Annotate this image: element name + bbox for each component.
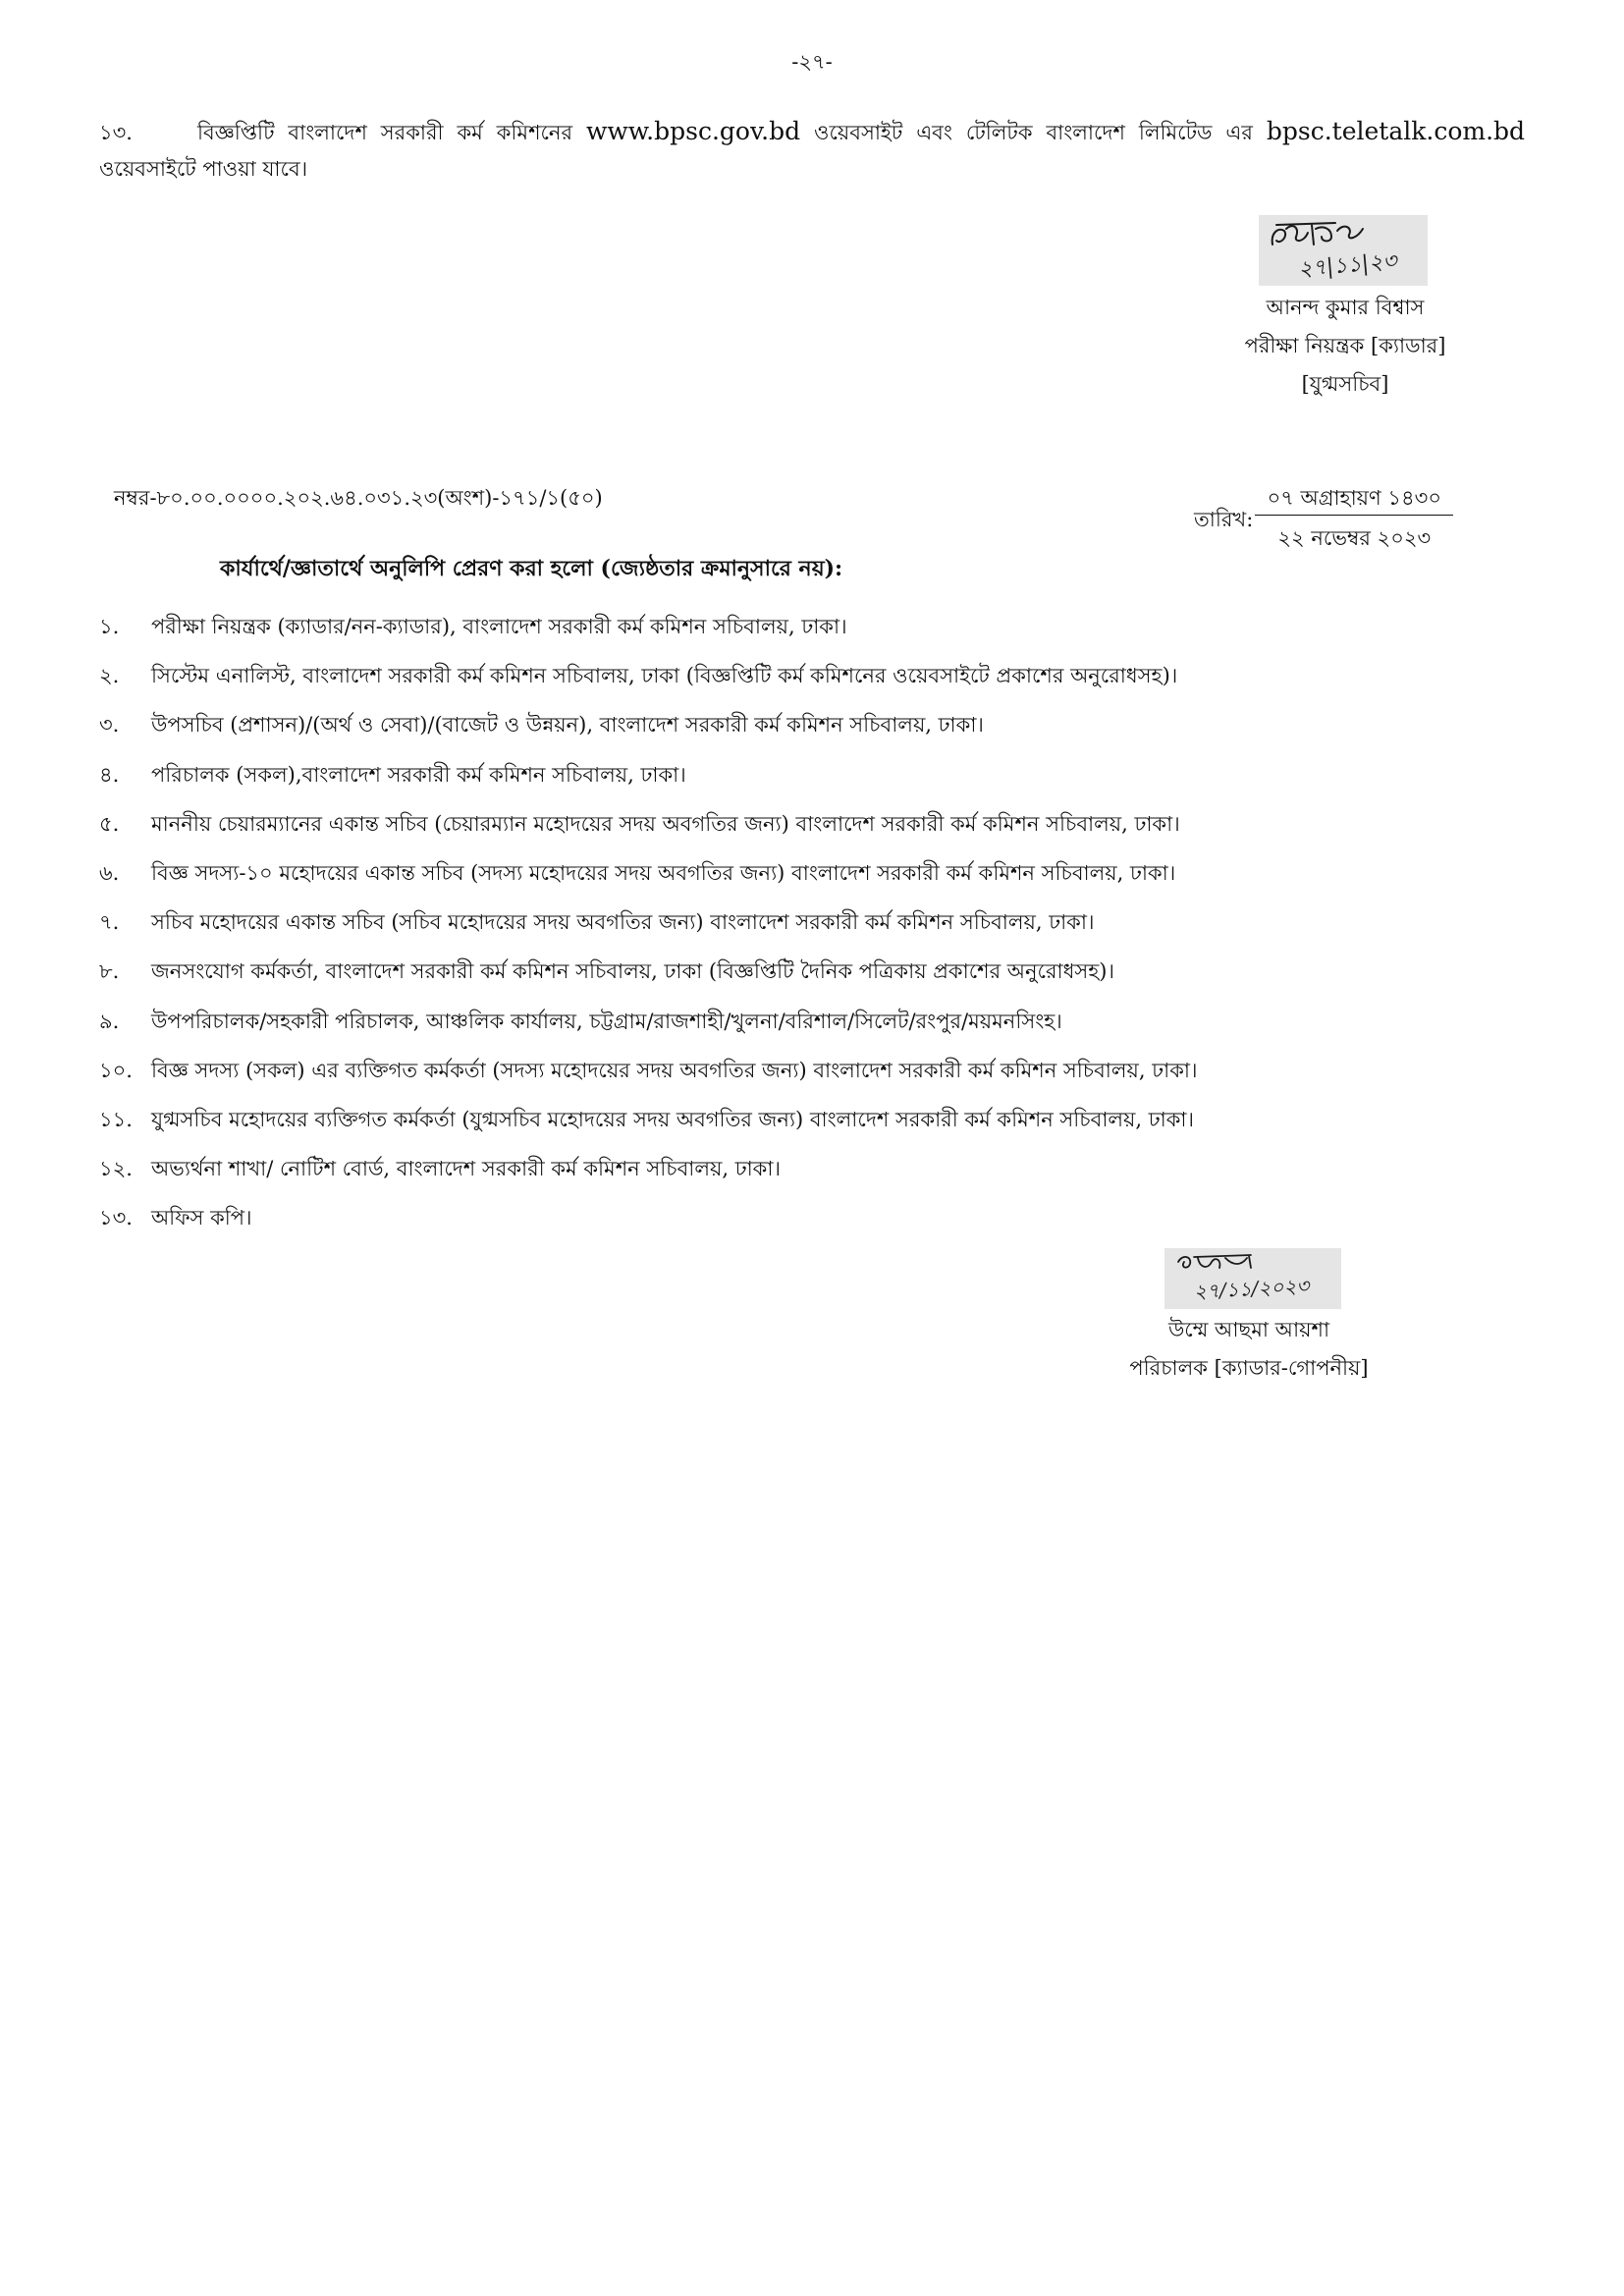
list-item-number: ১১. bbox=[99, 1108, 133, 1132]
signatory-name: উম্মে আছমা আয়শা bbox=[1167, 1318, 1330, 1341]
list-item-text: যুগ্মসচিব মহোদয়ের ব্যক্তিগত কর্মকর্তা (যুগ্মসচিব মহোদয়ের সদয় অবগতির জন্য) বাংলাদেশ সরকারী কর্ম কমিশন সচিবালয়, ঢাকা। bbox=[151, 1108, 1195, 1132]
signature-1 bbox=[1259, 215, 1428, 286]
list-item bbox=[99, 1046, 1572, 1095]
list-item bbox=[99, 1193, 1572, 1242]
signature-date: ২৭/১১/২০২৩ bbox=[1193, 1274, 1310, 1304]
signatory-rank: [যুগ্মসচিব] bbox=[1301, 372, 1389, 396]
signature-2 bbox=[1164, 1248, 1341, 1309]
list-item bbox=[99, 651, 1572, 700]
list-item-number: ৮. bbox=[99, 959, 120, 984]
list-item-text: সচিব মহোদয়ের একান্ত সচিব (সচিব মহোদয়ের সদয় অবগতির জন্য) বাংলাদেশ সরকারী কর্ম কমিশন সচিবালয়, ঢাকা। bbox=[151, 910, 1095, 935]
list-item bbox=[99, 947, 1572, 996]
notice-text: ওয়েবসাইটে পাওয়া যাবে। bbox=[99, 157, 308, 181]
list-item bbox=[99, 602, 1572, 651]
signatory-2-block bbox=[1053, 1311, 1445, 1388]
list-item-text: বিজ্ঞ সদস্য (সকল) এর ব্যক্তিগত কর্মকর্তা (সদস্য মহোদয়ের সদয় অবগতির জন্য) বাংলাদেশ সরকারী কর্ম কমিশন সচিবালয়, ঢাকা। bbox=[151, 1058, 1198, 1082]
notice-number: ১৩. bbox=[99, 121, 133, 144]
list-item bbox=[99, 799, 1572, 848]
notice-paragraph bbox=[99, 113, 1525, 188]
signatory-designation: পরিচালক [ক্যাডার-গোপনীয়] bbox=[1129, 1356, 1369, 1380]
list-item bbox=[99, 1144, 1572, 1193]
signatory-designation: পরীক্ষা নিয়ন্ত্রক [ক্যাডার] bbox=[1244, 334, 1446, 357]
list-item-number: ৫. bbox=[99, 811, 120, 836]
notice-text: বিজ্ঞপ্তিটি বাংলাদেশ সরকারী কর্ম কমিশনের bbox=[197, 121, 573, 144]
date-english: ২২ নভেম্বর ২০২৩ bbox=[1277, 526, 1432, 550]
list-item-text: মাননীয় চেয়ারম্যানের একান্ত সচিব (চেয়ারম্যান মহোদয়ের সদয় অবগতির জন্য) বাংলাদেশ সরকারী কর্ম কমিশন সচিবালয়, ঢাকা। bbox=[151, 811, 1180, 836]
date-block bbox=[1194, 481, 1453, 561]
list-item-number: ৯. bbox=[99, 1009, 120, 1033]
date-label: তারিখ: bbox=[1194, 508, 1254, 531]
website-url: www.bpsc.gov.bd bbox=[585, 117, 801, 145]
signatory-name: আনন্দ কুমার বিশ্বাস bbox=[1266, 296, 1425, 319]
list-item bbox=[99, 1095, 1572, 1144]
list-item-number: ২. bbox=[99, 664, 120, 688]
list-item-text: জনসংযোগ কর্মকর্তা, বাংলাদেশ সরকারী কর্ম কমিশন সচিবালয়, ঢাকা (বিজ্ঞপ্তিটি দৈনিক পত্রিকায় প্রকাশের অনুরোধসহ)। bbox=[151, 959, 1114, 984]
page-number: -২৭- bbox=[791, 50, 833, 74]
list-item-text: পরীক্ষা নিয়ন্ত্রক (ক্যাডার/নন-ক্যাডার), বাংলাদেশ সরকারী কর্ম কমিশন সচিবালয়, ঢাকা। bbox=[151, 615, 847, 638]
list-item bbox=[99, 997, 1572, 1046]
list-item-text: সিস্টেম এনালিস্ট, বাংলাদেশ সরকারী কর্ম কমিশন সচিবালয়, ঢাকা (বিজ্ঞপ্তিটি কর্ম কমিশনের ওয়েবসাইটে প্রকাশের অনুরোধসহ)। bbox=[151, 664, 1178, 688]
date-stack bbox=[1255, 481, 1453, 561]
list-item-number: ১৩. bbox=[99, 1206, 133, 1230]
list-item-text: উপসচিব (প্রশাসন)/(অর্থ ও সেবা)/(বাজেট ও উন্নয়ন), বাংলাদেশ সরকারী কর্ম কমিশন সচিবালয়, ঢাকা। bbox=[151, 713, 984, 738]
list-item-text: উপপরিচালক/সহকারী পরিচালক, আঞ্চলিক কার্যালয়, চট্টগ্রাম/রাজশাহী/খুলনা/বরিশাল/সিলেট/রংপুর/ময়মনসিংহ। bbox=[151, 1009, 1062, 1033]
list-item-number: ১২. bbox=[99, 1157, 133, 1181]
list-item-number: ১০. bbox=[99, 1058, 133, 1082]
date-bangla: ০৭ অগ্রাহায়ণ ১৪৩০ bbox=[1255, 481, 1453, 516]
signatory-1-block bbox=[1159, 289, 1532, 404]
list-item-text: বিজ্ঞ সদস্য-১০ মহোদয়ের একান্ত সচিব (সদস্য মহোদয়ের সদয় অবগতির জন্য) বাংলাদেশ সরকারী কর্ম কমিশন সচিবালয়, ঢাকা। bbox=[151, 861, 1176, 886]
list-item bbox=[99, 700, 1572, 749]
list-item-number: ৪. bbox=[99, 762, 120, 787]
copy-to-list bbox=[99, 602, 1572, 1243]
website-url: bpsc.teletalk.com.bd bbox=[1266, 117, 1526, 145]
signature-date: ২৭|১১|২৩ bbox=[1297, 248, 1398, 283]
list-item-text: অফিস কপি। bbox=[151, 1206, 252, 1230]
copy-to-heading: কার্যার্থে/জ্ঞাতার্থে অনুলিপি প্রেরণ করা হলো (জ্যেষ্ঠতার ক্রমানুসারে নয়): bbox=[220, 556, 843, 581]
list-item bbox=[99, 750, 1572, 799]
list-item-number: ৭. bbox=[99, 910, 120, 935]
list-item-number: ৬. bbox=[99, 861, 120, 886]
list-item bbox=[99, 848, 1572, 898]
list-item-text: পরিচালক (সকল),বাংলাদেশ সরকারী কর্ম কমিশন সচিবালয়, ঢাকা। bbox=[151, 762, 686, 787]
list-item bbox=[99, 898, 1572, 947]
list-item-text: অভ্যর্থনা শাখা/ নোটিশ বোর্ড, বাংলাদেশ সরকারী কর্ম কমিশন সচিবালয়, ঢাকা। bbox=[151, 1157, 781, 1181]
notice-text: ওয়েবসাইট এবং টেলিটক বাংলাদেশ লিমিটেড এর bbox=[814, 121, 1253, 144]
list-item-number: ১. bbox=[99, 615, 120, 638]
list-item-number: ৩. bbox=[99, 713, 120, 738]
memo-number: নম্বর-৮০.০০.০০০০.২০২.৬৪.০৩১.২৩(অংশ)-১৭১/১(৫০) bbox=[114, 486, 603, 510]
